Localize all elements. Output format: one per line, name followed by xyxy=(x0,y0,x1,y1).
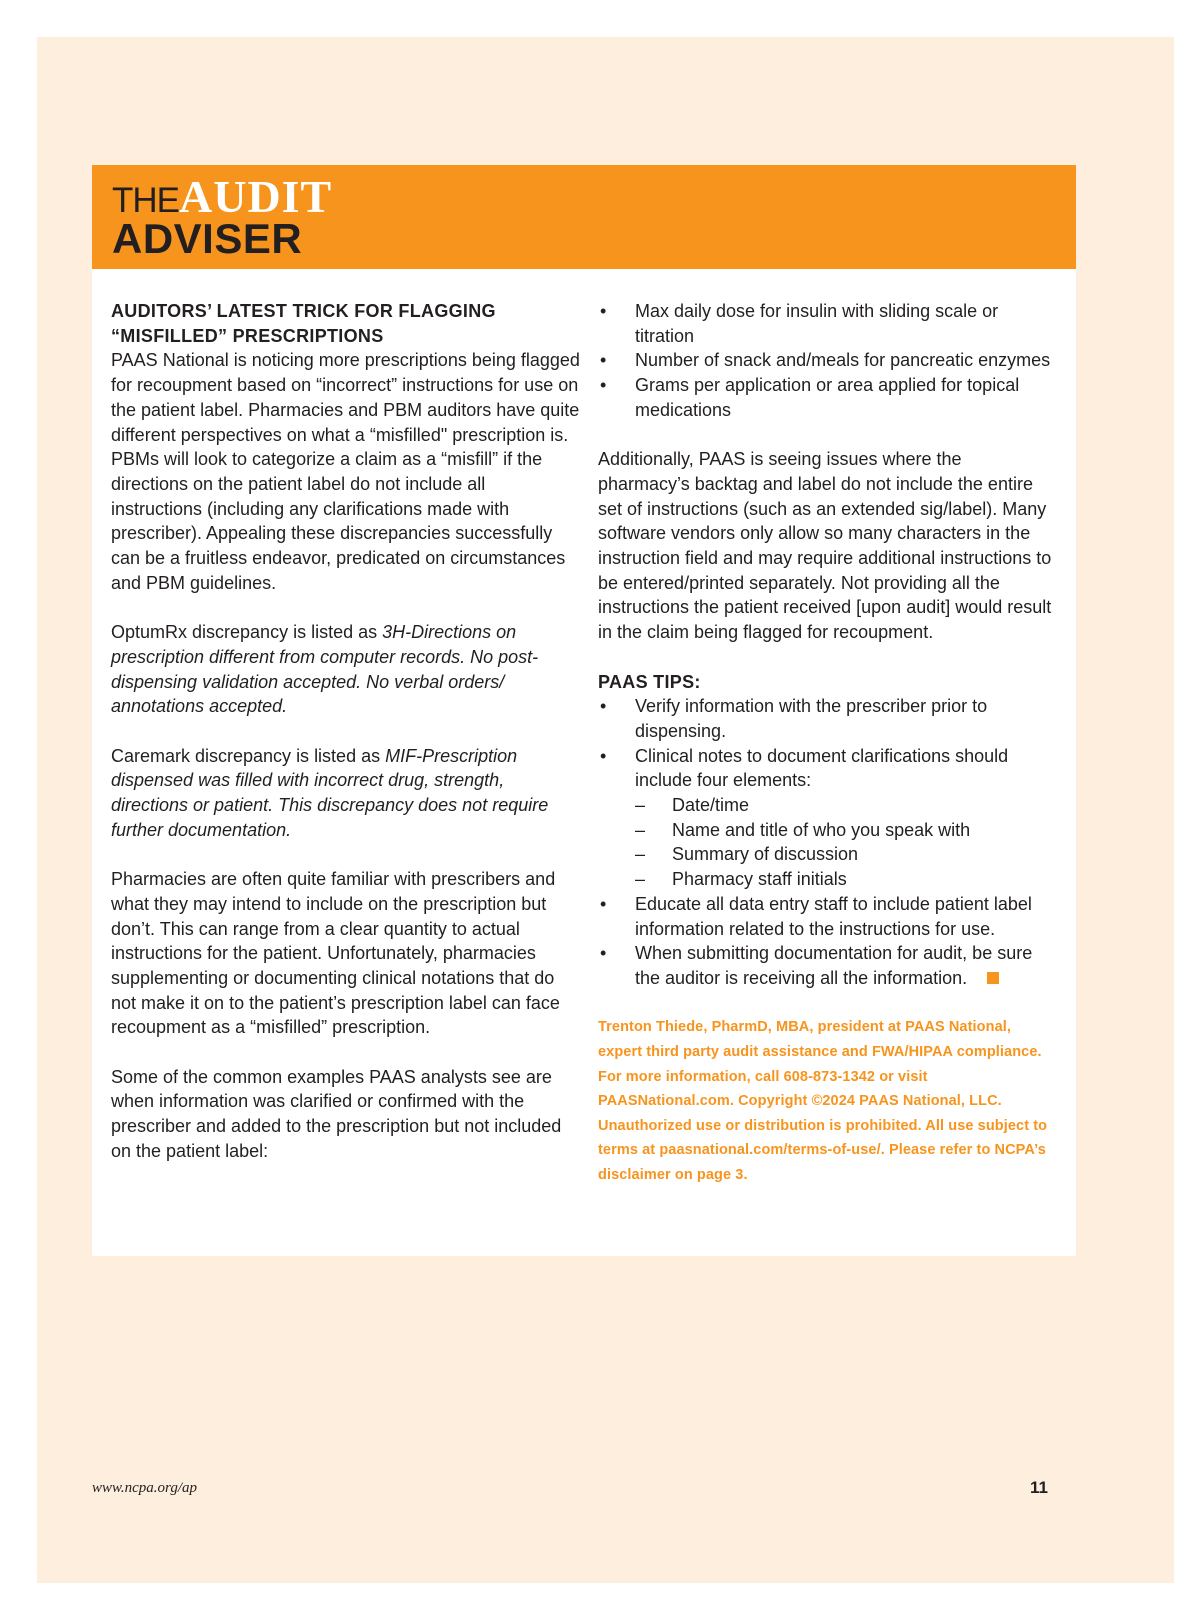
dash-icon: – xyxy=(635,869,646,890)
bullet-icon: • xyxy=(600,696,607,717)
sublist-item xyxy=(635,818,1058,843)
banner-the: THE xyxy=(112,181,179,220)
list-item xyxy=(598,892,1058,941)
list-item xyxy=(598,299,1058,348)
bullet-icon: • xyxy=(600,301,607,321)
banner-adviser: ADVISER xyxy=(112,215,303,262)
dash-icon: – xyxy=(635,844,646,865)
footer-url: www.ncpa.org/ap xyxy=(92,1480,198,1496)
list-item-text: Clinical notes to document clarifications should include four elements: xyxy=(635,745,1009,791)
examples-list xyxy=(598,299,1058,423)
bullet-icon: • xyxy=(600,943,607,964)
list-item xyxy=(598,694,1058,743)
bullet-icon: • xyxy=(600,893,607,914)
article-card xyxy=(92,165,1076,1256)
tips-heading: PAAS TIPS: xyxy=(598,671,701,692)
sublist-item-text: Date/time xyxy=(672,795,750,816)
sublist-item xyxy=(635,793,1058,818)
list-item xyxy=(598,744,1058,892)
sublist-item xyxy=(635,867,1058,892)
left-column xyxy=(111,299,581,1164)
sublist-item xyxy=(635,842,1058,867)
list-item-text: Verify information with the prescriber prior to dispensing. xyxy=(635,696,988,741)
optumrx-discrepancy-text: 3H-Directions on prescription different from computer records. No post-dispensing validation accepted. No verbal orders/ annotations accepted. xyxy=(111,622,539,717)
caremark-paragraph xyxy=(111,744,581,843)
caremark-discrepancy-text: MIF-Prescription dispensed was filled with incorrect drug, strength, directions or patient. This discrepancy does not require further documentation. xyxy=(111,745,549,840)
optumrx-lead: OptumRx discrepancy is listed as xyxy=(111,622,383,643)
right-column xyxy=(598,299,1058,1188)
list-item-text: Number of snack and/meals for pancreatic enzymes xyxy=(635,350,1051,371)
list-item-text: Educate all data entry staff to include patient label information related to the instructions for use. xyxy=(635,893,1032,939)
banner-audit: AUDIT xyxy=(179,171,333,222)
sublist-item-text: Summary of discussion xyxy=(672,844,859,865)
bullet-icon: • xyxy=(600,350,607,371)
additional-paragraph: Additionally, PAAS is seeing issues where the pharmacy’s backtag and label do not include the entire set of instructions (such as an extended sig/label). Many software vendors only allow so many characters in the instruction field and may require additional instructions to be entered/printed separately. Not providing all the instructions the patient received [upon audit] would result in the claim being flagged for recoupment. xyxy=(598,449,1052,643)
list-item-text: When submitting documentation for audit, be sure the auditor is receiving all the information. xyxy=(635,943,1033,988)
sublist-item-text: Name and title of who you speak with xyxy=(672,819,971,840)
caremark-lead: Caremark discrepancy is listed as xyxy=(111,745,386,766)
page-number: 11 xyxy=(1030,1478,1048,1497)
list-item xyxy=(598,373,1058,422)
tips-list xyxy=(598,694,1058,990)
sublist-item-text: Pharmacy staff initials xyxy=(672,869,847,890)
bullet-icon: • xyxy=(600,375,607,396)
elements-sublist xyxy=(635,793,1058,892)
list-item-text: Max daily dose for insulin with sliding scale or titration xyxy=(635,301,999,346)
optumrx-paragraph xyxy=(111,620,581,719)
dash-icon: – xyxy=(635,819,646,840)
list-item-text: Grams per application or area applied for topical medications xyxy=(635,375,1020,420)
examples-intro-paragraph: Some of the common examples PAAS analysts see are when information was clarified or confirmed with the prescriber and added to the prescription but not included on the patient label: xyxy=(111,1066,562,1161)
section-banner xyxy=(92,165,1076,269)
list-item xyxy=(598,348,1058,373)
article-heading-line1: AUDITORS’ LATEST TRICK FOR FLAGGING xyxy=(111,301,496,321)
end-of-article-square-icon xyxy=(987,972,999,984)
dash-icon: – xyxy=(635,795,646,816)
article-heading-line2: “MISFILLED” PRESCRIPTIONS xyxy=(111,325,384,346)
bullet-icon: • xyxy=(600,745,607,766)
intro-paragraph: PAAS National is noticing more prescriptions being flagged for recoupment based on “incorrect” instructions for use on the patient label. Pharmacies and PBM auditors have quite different perspectives on what a “misfilled" prescription is. PBMs will look to categorize a claim as a “misfill” if the directions on the patient label do not include all instructions (including any clarifications made with prescriber). Appealing these discrepancies successfully can be a fruitless endeavor, predicated on circumstances and PBM guidelines. xyxy=(111,350,580,593)
author-credit: Trenton Thiede, PharmD, MBA, president at PAAS National, expert third party audit assistance and FWA/HIPAA compliance. For more information, call 608-873-1342 or visit PAASNational.com. Copyright ©2024 PAAS National, LLC. Unauthorized use or distribution is prohibited. All use subject to terms at paasnational.com/terms-of-use/. Please refer to NCPA’s disclaimer on page 3. xyxy=(598,1019,1048,1183)
list-item xyxy=(598,941,1058,990)
pharmacies-paragraph: Pharmacies are often quite familiar with prescribers and what they may intend to include on the prescription but don’t. This can range from a clear quantity to actual instructions for the patient. Unfortunately, pharmacies supplementing or documenting clinical notations that do not make it on to the patient’s prescription label can face recoupment as a “misfilled” prescription. xyxy=(111,869,560,1038)
